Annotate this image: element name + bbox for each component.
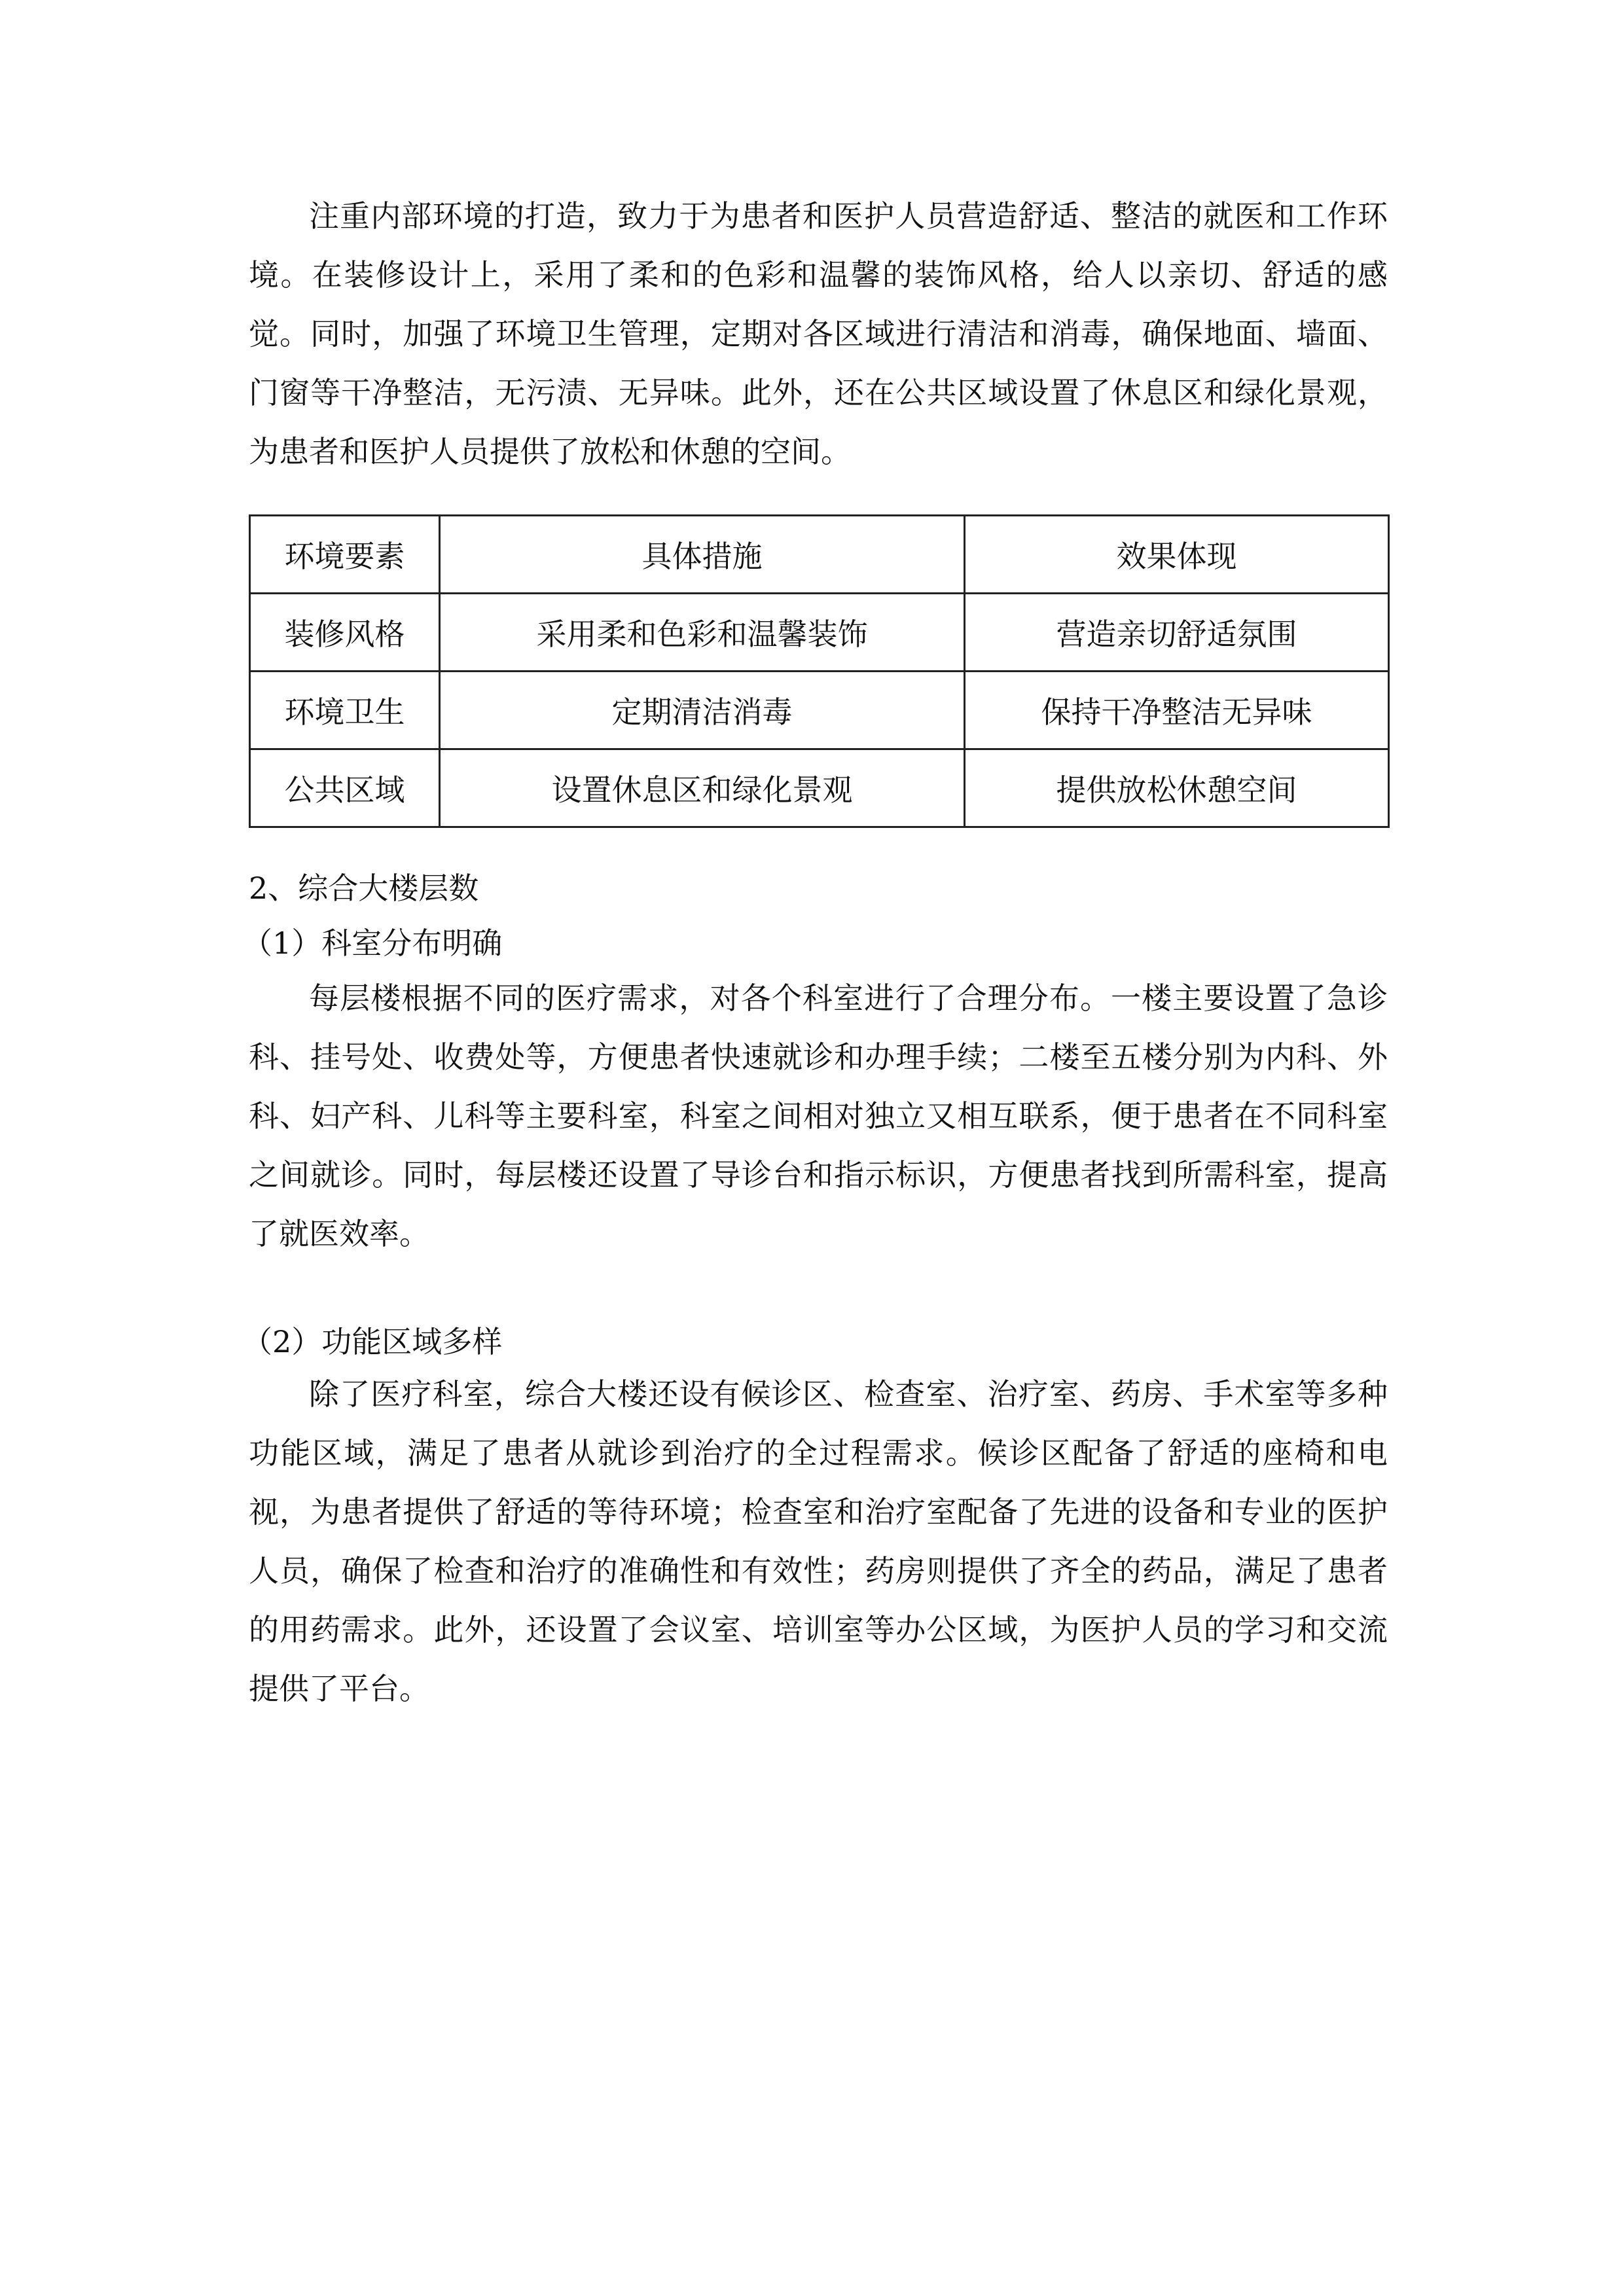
table-header-cell: 环境要素 — [250, 516, 440, 594]
table-cell: 营造亲切舒适氛围 — [965, 594, 1389, 672]
environment-table — [249, 514, 1390, 828]
subsection-heading: （1）科室分布明确 — [242, 925, 503, 961]
table-header-cell: 效果体现 — [965, 516, 1389, 594]
subsection-paragraph: 每层楼根据不同的医疗需求，对各个科室进行了合理分布。一楼主要设置了急诊科、挂号处、收费处等，方便患者快速就诊和办理手续；二楼至五楼分别为内科、外科、妇产科、儿科等主要科室，科室之间相对独立又相互联系，便于患者在不同科室之间就诊。同时，每层楼还设置了导诊台和指示标识，方便患者找到所需科室，提高了就医效率。 — [249, 980, 1388, 1251]
subsection-paragraph: 除了医疗科室，综合大楼还设有候诊区、检查室、治疗室、药房、手术室等多种功能区域，满足了患者从就诊到治疗的全过程需求。候诊区配备了舒适的座椅和电视，为患者提供了舒适的等待环境；检查室和治疗室配备了先进的设备和专业的医护人员，确保了检查和治疗的准确性和有效性；药房则提供了齐全的药品，满足了患者的用药需求。此外，还设置了会议室、培训室等办公区域，为医护人员的学习和交流提供了平台。 — [249, 1376, 1388, 1706]
subsection-heading: （2）功能区域多样 — [242, 1324, 503, 1359]
table-row — [250, 749, 1389, 827]
table-row — [250, 672, 1389, 749]
table-cell: 采用柔和色彩和温馨装饰 — [440, 594, 965, 672]
table-row — [250, 594, 1389, 672]
table-header-row — [250, 516, 1389, 594]
table-header-cell: 具体措施 — [440, 516, 965, 594]
section-heading: 2、综合大楼层数 — [249, 870, 479, 906]
table-cell: 保持干净整洁无异味 — [965, 672, 1389, 749]
table-cell: 定期清洁消毒 — [440, 672, 965, 749]
table-cell: 装修风格 — [250, 594, 440, 672]
table-cell: 公共区域 — [250, 749, 440, 827]
table-cell: 环境卫生 — [250, 672, 440, 749]
table-cell: 设置休息区和绿化景观 — [440, 749, 965, 827]
table-cell: 提供放松休憩空间 — [965, 749, 1389, 827]
intro-paragraph: 注重内部环境的打造，致力于为患者和医护人员营造舒适、整洁的就医和工作环境。在装修设计上，采用了柔和的色彩和温馨的装饰风格，给人以亲切、舒适的感觉。同时，加强了环境卫生管理，定期对各区域进行清洁和消毒，确保地面、墙面、门窗等干净整洁，无污渍、无异味。此外，还在公共区域设置了休息区和绿化景观，为患者和医护人员提供了放松和休憩的空间。 — [249, 198, 1388, 469]
